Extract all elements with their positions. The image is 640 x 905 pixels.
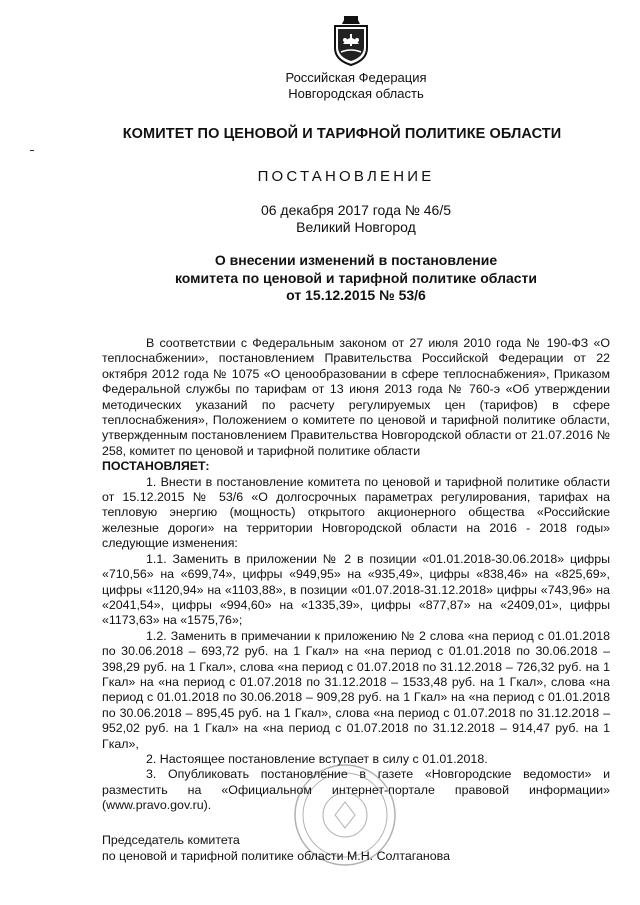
- date-number: 06 декабря 2017 года № 46/5: [260, 202, 452, 218]
- region-name: Новгородская область: [288, 86, 424, 101]
- item-3: 3. Опубликовать постановление в газете «Новгородские ведомости» и разместить на «Официальном интернет-портале правовой информации» (www.pravo.gov.ru).: [102, 767, 610, 813]
- document-title: [36, 252, 640, 305]
- signature-line-2: по ценовой и тарифной политике области М.Н. Солтаганова: [102, 849, 451, 863]
- item-2: 2. Настоящее постановление вступает в силу с 01.01.2018.: [146, 751, 488, 766]
- country-name: Российская Федерация: [285, 70, 427, 85]
- coat-of-arms-icon: [331, 14, 371, 66]
- signature-block: [102, 832, 450, 864]
- margin-mark: [30, 150, 34, 151]
- item-1-1: 1.1. Заменить в приложении № 2 в позиции «01.01.2018-30.06.2018» цифры «710,56» на «699,74», цифры «949,95» на «935,49», цифры «838,46» на «825,69», цифры «1120,94» на «1103,88», в позиции «01.07.2018-31.12.2018» цифры «743,96» на «2041,54», цифры «994,60» на «1335,39», цифры «877,87» на «2409,01», цифры «1173,63» на «1575,76»;: [102, 551, 610, 628]
- item-1: 1. Внести в постановление комитета по ценовой и тарифной политике области от 15.12.2015 № 53/6 «О долгосрочных параметрах регулирования, тарифах на тепловую энергию (мощность) открытого акционерного общества «Российские железные дороги» на территории Новгородской области на 2016 - 2018 годы» следующие изменения:: [102, 474, 610, 551]
- date-block: [36, 202, 640, 236]
- city: Великий Новгород: [296, 219, 416, 235]
- country-region: [36, 70, 640, 102]
- title-line-2: комитета по ценовой и тарифной политике области: [174, 269, 538, 286]
- signature-line-1: Председатель комитета: [102, 833, 240, 847]
- title-line-1: О внесении изменений в постановление: [214, 252, 498, 268]
- preamble: В соответствии с Федеральным законом от 27 июля 2010 года № 190-ФЗ «О теплоснабжении», постановлением Правительства Российской Федерации от 22 октября 2012 года № 1075 «О ценообразовании в сфере теплоснабжения», Приказом Федеральной службы по тарифам от 13 июня 2013 года № 760-э «Об утверждении методических указаний по расчету регулируемых цен (тарифов) в сфере теплоснабжения», Положением о комитете по ценовой и тарифной политике области, утвержденным постановлением Правительства Новгородской области от 21.07.2016 № 258, комитет по ценовой и тарифной политике области: [102, 336, 610, 458]
- document-type: ПОСТАНОВЛЕНИЕ: [257, 168, 435, 185]
- committee-name: КОМИТЕТ ПО ЦЕНОВОЙ И ТАРИФНОЙ ПОЛИТИКЕ ОБЛАСТИ: [122, 126, 562, 142]
- title-line-3: от 15.12.2015 № 53/6: [286, 287, 426, 303]
- resolve-word: ПОСТАНОВЛЯЕТ:: [102, 459, 210, 474]
- document-body: [102, 336, 610, 814]
- item-1-2: 1.2. Заменить в примечании к приложению № 2 слова «на период с 01.01.2018 по 30.06.2018 – 693,72 руб. на 1 Гкал» на «на период с 01.01.2018 по 30.06.2018 – 398,29 руб. на 1 Гкал», слова «на период с 01.07.2018 по 31.12.2018 – 726,32 руб. на 1 Гкал» на «на период с 01.07.2018 по 31.12.2018 – 1533,48 руб. на 1 Гкал», слова «на период с 01.01.2018 по 30.06.2018 – 909,28 руб. на 1 Гкал» на «на период с 01.01.2018 по 30.06.2018 – 895,45 руб. на 1 Гкал», слова «на период с 01.07.2018 по 31.12.2018 – 952,02 руб. на 1 Гкал» на «на период с 01.07.2018 по 31.12.2018 – 914,47 руб. на 1 Гкал»,: [102, 628, 610, 751]
